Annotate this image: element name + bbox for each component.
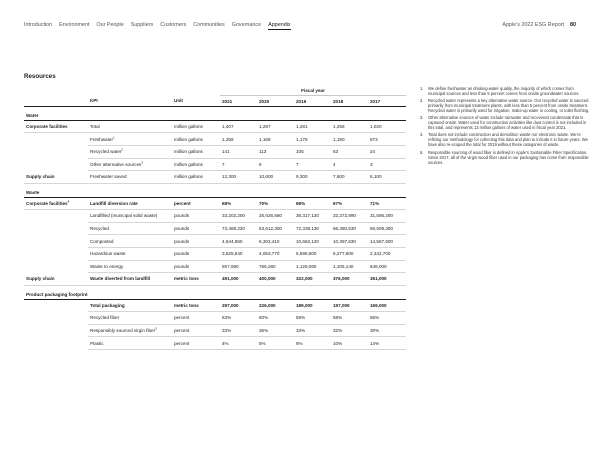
value-cell: 58% — [331, 312, 368, 325]
footnote-marker: 5 — [155, 326, 157, 331]
value-cell: 1,287 — [257, 120, 294, 133]
kpi-cell: Waste to energy — [88, 260, 172, 273]
value-cell: 1,258 — [331, 120, 368, 133]
nav-item-communities[interactable]: Communities — [193, 22, 225, 28]
unit-cell: metric tons — [172, 299, 220, 312]
footnote — [420, 98, 590, 113]
value-cell: 33,202,200 — [220, 210, 257, 223]
nav-item-customers[interactable]: Customers — [160, 22, 187, 28]
category-row — [24, 183, 406, 197]
category-row — [24, 106, 406, 120]
table-row — [24, 260, 406, 273]
table-row — [24, 235, 406, 248]
unit-cell: percent — [172, 197, 220, 210]
value-cell: 6 — [257, 158, 294, 171]
value-cell: 68% — [220, 197, 257, 210]
value-cell: 226,000 — [257, 299, 294, 312]
value-cell: 3 — [368, 158, 406, 171]
value-cell: 4,053,770 — [257, 247, 294, 260]
unit-cell: million gallons — [172, 133, 220, 146]
value-cell: 169,000 — [368, 299, 406, 312]
value-cell: 7 — [220, 158, 257, 171]
kpi-cell: Recycled water$^2$ — [88, 145, 172, 158]
unit-cell: pounds — [172, 210, 220, 223]
value-cell: 322,000 — [294, 273, 331, 286]
value-cell: 32,372,890 — [331, 210, 368, 223]
footnote-marker: 3 — [141, 160, 143, 165]
kpi-cell: Waste diverted from landfill — [88, 273, 172, 286]
value-cell: 66,509,300 — [368, 222, 406, 235]
kpi-cell: Landfilled (municipal solid waste) — [88, 210, 172, 223]
group-label — [24, 210, 88, 223]
value-cell: 1,176 — [294, 133, 331, 146]
group-label — [24, 158, 88, 171]
value-cell: 7,600 — [331, 171, 368, 184]
year-header: 2021 — [220, 95, 257, 106]
value-cell: 5,596,600 — [294, 247, 331, 260]
value-cell: 14,567,500 — [368, 235, 406, 248]
column-header-row — [24, 95, 406, 106]
table-row — [24, 247, 406, 260]
group-label — [24, 312, 88, 325]
year-header: 2020 — [257, 95, 294, 106]
value-cell: 197,000 — [331, 299, 368, 312]
value-cell: 2,342,700 — [368, 247, 406, 260]
footnote-number: 1. — [420, 86, 424, 91]
footnote-number: 2. — [420, 98, 424, 104]
table-row — [24, 337, 406, 350]
footnote-text: We define freshwater as drinking-water quality, the majority of which comes from municipal sources and less than 5 percent comes from onsite groundwater sources. — [428, 86, 580, 97]
value-cell: 30% — [368, 324, 406, 337]
kpi-cell: Hazardous waste — [88, 247, 172, 260]
value-cell: 59% — [294, 312, 331, 325]
value-cell: 33% — [220, 324, 257, 337]
nav-item-our-people[interactable]: Our People — [96, 22, 124, 28]
value-cell: 60% — [257, 312, 294, 325]
value-cell: 4,644,960 — [220, 235, 257, 248]
value-cell: 766,260 — [257, 260, 294, 273]
footnote-marker: 1 — [112, 134, 115, 139]
table-body — [24, 106, 406, 349]
footnote — [420, 132, 590, 147]
nav-item-introduction[interactable]: Introduction — [24, 22, 53, 28]
table-row — [24, 158, 406, 171]
value-cell: 56% — [368, 312, 406, 325]
unit-cell: pounds — [172, 222, 220, 235]
value-cell: 36,317,120 — [294, 210, 331, 223]
category-label: Waste — [24, 183, 406, 197]
group-label — [24, 337, 88, 350]
value-cell: 53,612,300 — [257, 222, 294, 235]
value-cell: 5% — [257, 337, 294, 350]
unit-header: Unit — [172, 95, 220, 106]
unit-cell: million gallons — [172, 120, 220, 133]
nav-item-governance[interactable]: Governance — [231, 22, 262, 28]
resources-table — [24, 86, 406, 350]
unit-cell: million gallons — [172, 145, 220, 158]
category-row — [24, 285, 406, 299]
value-cell: 113 — [257, 145, 294, 158]
footnote-number: 5. — [420, 149, 424, 155]
value-cell: 645,000 — [368, 260, 406, 273]
value-cell: 33% — [294, 324, 331, 337]
group-label — [24, 145, 88, 158]
value-cell: 73,469,220 — [220, 222, 257, 235]
value-cell: 1,105,140 — [331, 260, 368, 273]
value-cell: 376,000 — [331, 273, 368, 286]
kpi-cell: Landfill diversion rate — [88, 197, 172, 210]
year-header: 2019 — [294, 95, 331, 106]
table-row — [24, 133, 406, 146]
table-row — [24, 299, 406, 312]
value-cell: 12,300 — [220, 171, 257, 184]
kpi-cell: Total packaging — [88, 299, 172, 312]
unit-cell: pounds — [172, 247, 220, 260]
kpi-cell: Freshwater saved — [88, 171, 172, 184]
value-cell: 63% — [220, 312, 257, 325]
value-cell: 400,000 — [257, 273, 294, 286]
value-cell: 141 — [220, 145, 257, 158]
group-label — [24, 222, 88, 235]
footnote — [420, 150, 590, 165]
value-cell: 6,277,600 — [331, 247, 368, 260]
value-cell: 1,259 — [220, 133, 257, 146]
year-header: 2018 — [331, 95, 368, 106]
group-label — [24, 133, 88, 146]
group-label: Corporate facilities — [24, 120, 88, 133]
unit-cell: percent — [172, 312, 220, 325]
group-label — [24, 260, 88, 273]
unit-cell: percent — [172, 337, 220, 350]
value-cell: 10,397,630 — [331, 235, 368, 248]
report-title: Apple’s 2022 ESG Report — [502, 22, 564, 28]
footnote-number: 3. — [420, 115, 424, 121]
value-cell: 72,338,130 — [294, 222, 331, 235]
footnote-marker: 2 — [121, 147, 124, 152]
top-navigation — [24, 22, 576, 32]
table-row — [24, 145, 406, 158]
value-cell: 3,525,640 — [220, 247, 257, 260]
kpi-cell: Composted — [88, 235, 172, 248]
value-cell: 1,020 — [368, 120, 406, 133]
kpi-cell: Responsibly sourced virgin fiber$^5$ — [88, 324, 172, 337]
value-cell: 68% — [294, 197, 331, 210]
unit-cell: million gallons — [172, 158, 220, 171]
unit-cell: million gallons — [172, 171, 220, 184]
kpi-cell: Recycled — [88, 222, 172, 235]
unit-cell: percent — [172, 324, 220, 337]
table-row — [24, 120, 406, 133]
value-cell: 67% — [331, 197, 368, 210]
value-cell: 31,595,200 — [368, 210, 406, 223]
group-label — [24, 299, 88, 312]
value-cell: 14% — [368, 337, 406, 350]
footnote-text: Total does not include construction and demolition waste nor electronic waste. We’re refining our methodology for collecting this data and plan to include it in future years. We have also re-scoped the total for 2019 without these categories of waste. — [428, 132, 588, 148]
value-cell: 8% — [294, 337, 331, 350]
nav-item-environment[interactable]: Environment — [59, 22, 90, 28]
footnote-marker: 4 — [67, 199, 70, 204]
value-cell: 1,129,060 — [294, 260, 331, 273]
kpi-cell: Other alternative sources$^3$ — [88, 158, 172, 171]
section-title: Resources — [24, 73, 56, 80]
value-cell: 66,380,630 — [331, 222, 368, 235]
group-label: Supply chain — [24, 273, 88, 286]
value-cell: 70% — [257, 197, 294, 210]
value-cell: 9,300 — [294, 171, 331, 184]
value-cell: 35% — [257, 324, 294, 337]
footnote-text: Other alternative sources of water include rainwater and recovered condensate that is captured onsite. Water used for construction activities like dust control is not included in this total, and represents 13 million gallons of water used in fiscal year 2021. — [428, 115, 587, 131]
table-row — [24, 324, 406, 337]
table-row — [24, 273, 406, 286]
category-label: Product packaging footprint — [24, 285, 406, 299]
kpi-header: KPI — [88, 95, 172, 106]
table-row — [24, 222, 406, 235]
footnote — [420, 115, 590, 130]
table-row — [24, 210, 406, 223]
year-header: 2017 — [368, 95, 406, 106]
footnote-text: Responsible sourcing of wood fiber is defined in Apple’s Sustainable Fiber Specification. Since 2017, all of the virgin wood fiber used in our packaging has come from responsible sources. — [428, 149, 589, 165]
value-cell: 1,168 — [257, 133, 294, 146]
kpi-cell: Recycled fiber — [88, 312, 172, 325]
kpi-cell: Total — [88, 120, 172, 133]
value-cell: 10% — [331, 337, 368, 350]
value-cell: 557,690 — [220, 260, 257, 273]
value-cell: 71% — [368, 197, 406, 210]
value-cell: 10,662,120 — [294, 235, 331, 248]
value-cell: 6,302,410 — [257, 235, 294, 248]
footnote-text: Recycled water represents a key alternative water source. Our recycled water is sourced primarily from municipal treatment plants, with less than 5 percent from onsite treatment. Recycled water is primarily used for irrigation, make-up water in cooling, or toilet flushing. — [428, 98, 590, 114]
value-cell: 7 — [294, 158, 331, 171]
value-cell: 1,190 — [331, 133, 368, 146]
nav-items — [24, 22, 298, 30]
group-label: Corporate facilities$^4$ — [24, 197, 88, 210]
unit-cell: pounds — [172, 235, 220, 248]
footnotes — [420, 86, 590, 167]
page-number: 80 — [570, 22, 576, 28]
group-label: Supply chain — [24, 171, 88, 184]
value-cell: 105 — [294, 145, 331, 158]
unit-cell: pounds — [172, 260, 220, 273]
value-cell: 491,000 — [220, 273, 257, 286]
value-cell: 1,281 — [294, 120, 331, 133]
value-cell: 24 — [368, 145, 406, 158]
table-row — [24, 171, 406, 184]
unit-cell: metric tons — [172, 273, 220, 286]
table-row — [24, 197, 406, 210]
value-cell: 189,000 — [294, 299, 331, 312]
value-cell: 1,407 — [220, 120, 257, 133]
group-label — [24, 324, 88, 337]
value-cell: 25,626,560 — [257, 210, 294, 223]
nav-item-appendix[interactable]: Appendix — [268, 22, 291, 28]
footnote — [420, 86, 590, 96]
kpi-cell: Freshwater$^1$ — [88, 133, 172, 146]
kpi-cell: Plastic — [88, 337, 172, 350]
value-cell: 4 — [331, 158, 368, 171]
value-cell: 10,600 — [257, 171, 294, 184]
value-cell: 297,000 — [220, 299, 257, 312]
category-label: Water — [24, 106, 406, 120]
group-label — [24, 235, 88, 248]
value-cell: 6,100 — [368, 171, 406, 184]
value-cell: 63 — [331, 145, 368, 158]
table-row — [24, 312, 406, 325]
nav-item-suppliers[interactable]: Suppliers — [130, 22, 154, 28]
value-cell: 351,000 — [368, 273, 406, 286]
fiscal-year-header: Fiscal year — [220, 86, 406, 95]
value-cell: 4% — [220, 337, 257, 350]
group-label — [24, 247, 88, 260]
footnote-number: 4. — [420, 132, 424, 138]
value-cell: 973 — [368, 133, 406, 146]
value-cell: 32% — [331, 324, 368, 337]
